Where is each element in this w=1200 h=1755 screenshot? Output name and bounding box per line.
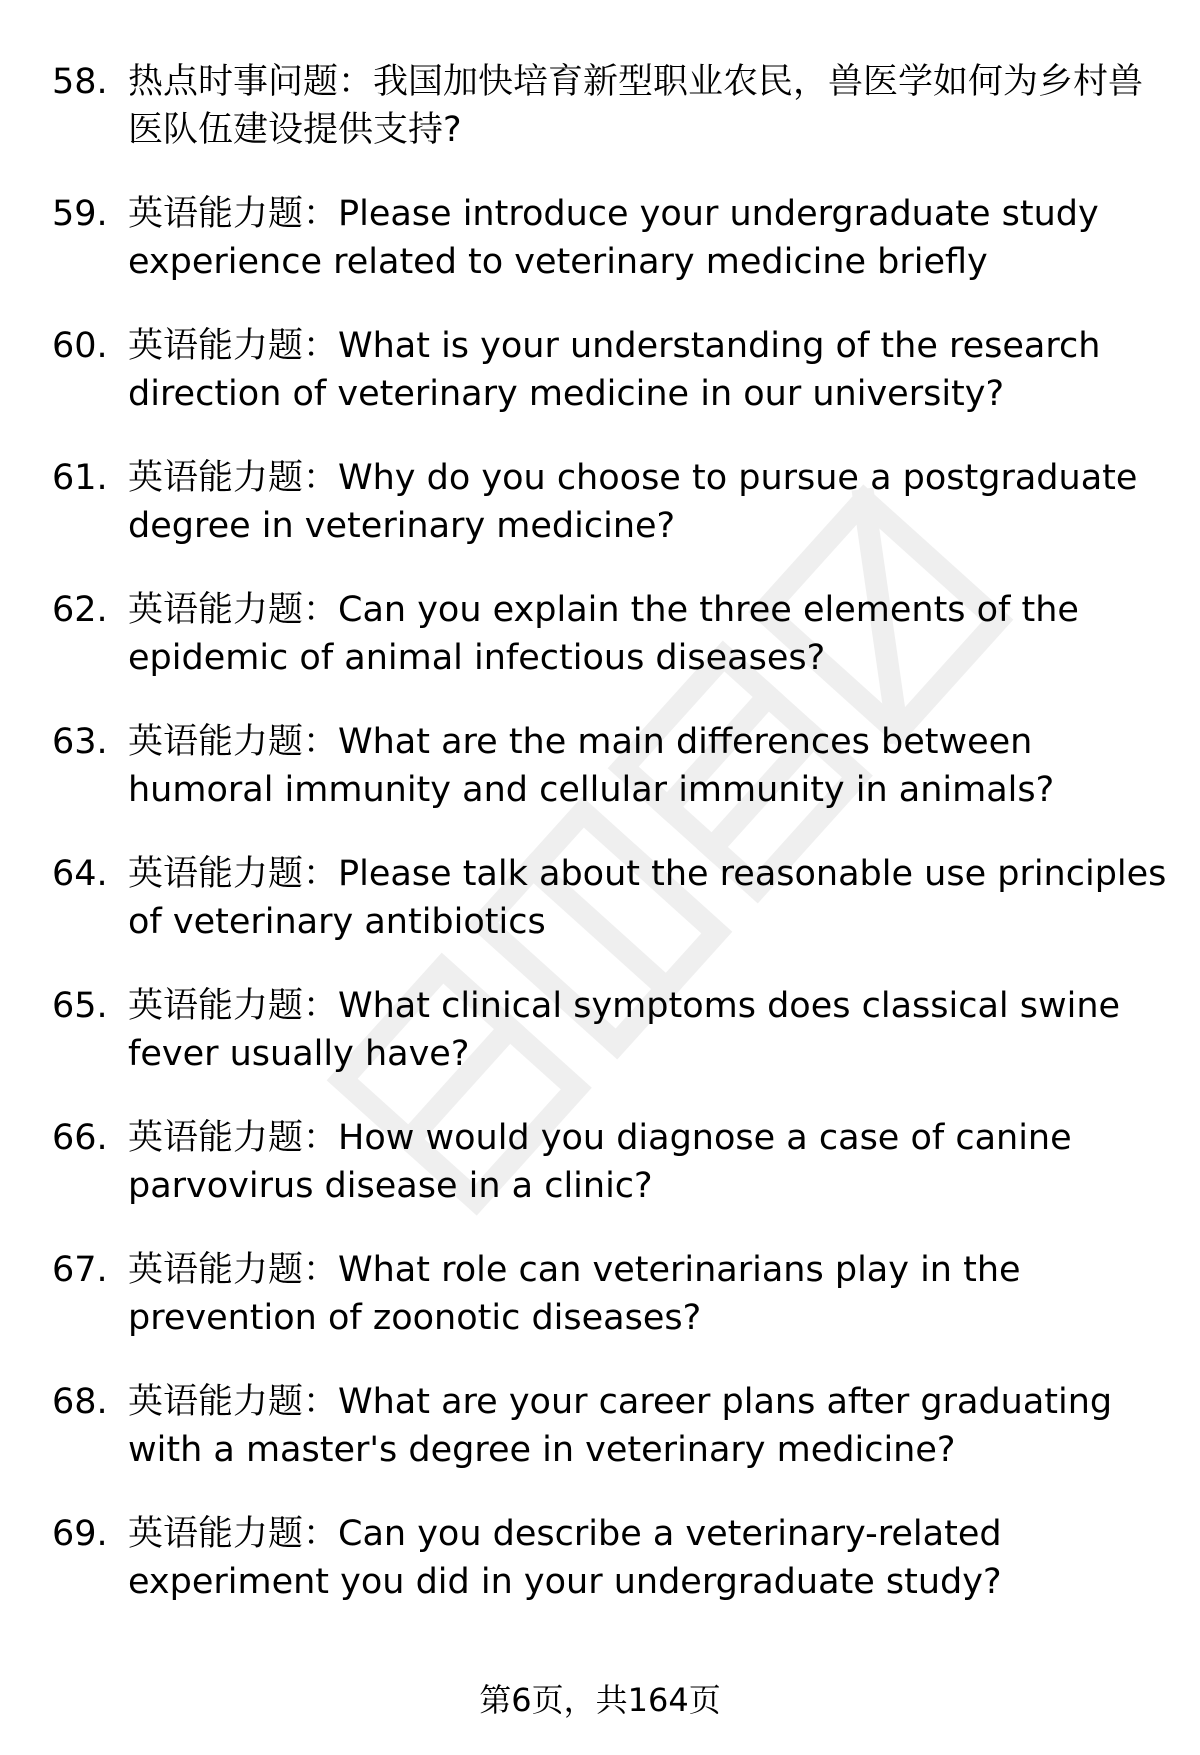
question-number: 67. — [52, 1250, 108, 1290]
question-number: 61. — [52, 458, 108, 498]
question-text: 英语能力题：What clinical symptoms does classical swine fever usually have? — [128, 986, 1121, 1074]
question-item — [52, 850, 1172, 982]
question-number: 59. — [52, 194, 108, 234]
question-number: 69. — [52, 1514, 108, 1554]
question-item — [52, 1246, 1172, 1378]
question-number: 62. — [52, 590, 108, 630]
question-text: 英语能力题：Can you describe a veterinary-related experiment you did in your undergraduate study? — [128, 1514, 1002, 1602]
question-number: 60. — [52, 326, 108, 366]
page-footer — [0, 1680, 1200, 1720]
question-text: 英语能力题：Please talk about the reasonable use principles of veterinary antibiotics — [128, 854, 1167, 942]
question-number: 68. — [52, 1382, 108, 1422]
question-item — [52, 718, 1172, 850]
question-item — [52, 58, 1172, 190]
question-item — [52, 454, 1172, 586]
question-number: 66. — [52, 1118, 108, 1158]
question-text: 英语能力题：Please introduce your undergraduate study experience related to veterinary medicine briefly — [128, 194, 1099, 282]
question-number: 58. — [52, 62, 108, 102]
question-item — [52, 190, 1172, 322]
question-item — [52, 982, 1172, 1114]
question-text: 英语能力题：Can you explain the three elements of the epidemic of animal infectious diseases? — [128, 590, 1079, 678]
question-item — [52, 1510, 1172, 1642]
question-number: 63. — [52, 722, 108, 762]
question-text: 英语能力题：How would you diagnose a case of canine parvovirus disease in a clinic? — [128, 1118, 1072, 1206]
question-text: 英语能力题：Why do you choose to pursue a postgraduate degree in veterinary medicine? — [128, 458, 1138, 546]
question-item — [52, 322, 1172, 454]
question-number: 65. — [52, 986, 108, 1026]
question-item — [52, 586, 1172, 718]
question-item — [52, 1114, 1172, 1246]
question-text: 英语能力题：What are your career plans after graduating with a master's degree in veterinary medicine? — [128, 1382, 1113, 1470]
question-text: 英语能力题：What are the main differences between humoral immunity and cellular immunity in animals? — [128, 722, 1055, 810]
question-item — [52, 1378, 1172, 1510]
question-text: 英语能力题：What is your understanding of the research direction of veterinary medicine in our university? — [128, 326, 1101, 414]
page-number-label: 第6页，共164页 — [479, 1681, 721, 1719]
question-text: 热点时事问题：我国加快培育新型职业农民，兽医学如何为乡村兽医队伍建设提供支持? — [128, 62, 1144, 150]
question-number: 64. — [52, 854, 108, 894]
question-list — [52, 58, 1172, 1642]
question-text: 英语能力题：What role can veterinarians play in the prevention of zoonotic diseases? — [128, 1250, 1021, 1338]
